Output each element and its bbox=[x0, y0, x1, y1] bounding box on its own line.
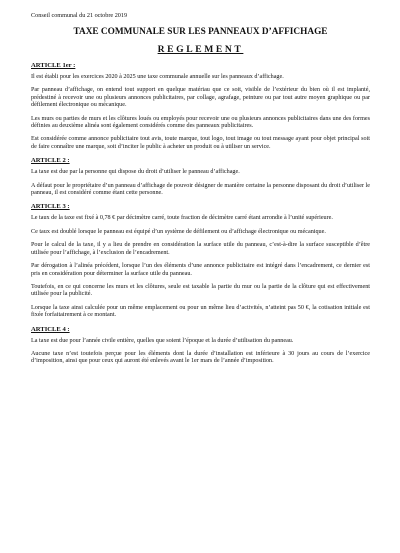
document-title: TAXE COMMUNALE SUR LES PANNEAUX D’AFFICHAGE bbox=[73, 27, 328, 37]
article-4 bbox=[31, 326, 370, 366]
article-paragraph: Pour le calcul de la taxe, il y a lieu de prendre en considération la surface utile du panneau, c’est-à-dire la surface susceptible d’être utilisée pour l’affichage, à l’exclusion de l’encadrement. bbox=[31, 242, 370, 256]
article-paragraph: A défaut pour le propriétaire d’un panneau d’affichage de pouvoir désigner de manière certaine la personne disposant du droit d’utiliser le panneau, il est considéré comme étant cette personne. bbox=[31, 182, 370, 197]
article-heading: ARTICLE 3 : bbox=[31, 203, 70, 211]
article-3 bbox=[31, 203, 370, 319]
article-paragraph: La taxe est due par la personne qui dispose du droit d’utiliser le panneau d’affichage. bbox=[31, 169, 240, 176]
article-2 bbox=[31, 157, 370, 197]
article-paragraph: La taxe est due pour l’année civile entière, quelles que soient l’époque et la durée d’utilisation du panneau. bbox=[31, 337, 294, 344]
article-paragraph: Par dérogation à l’alinéa précédent, lorsque l’un des éléments d’une annonce publicitaire est intégré dans l’encadrement, ce dernier est pris en considération pour déterminer la surface utile du panneau. bbox=[31, 263, 370, 277]
article-paragraph: Le taux de la taxe est fixé à 0,78 € par décimètre carré, toute fraction de décimètre carré étant arrondie à l’unité supérieure. bbox=[31, 215, 333, 222]
article-paragraph: Par panneau d’affichage, on entend tout support en quelque matériau que ce soit, visible de l’extérieur du bien où il est implanté, prédestiné à recevoir une ou plusieurs annonces publicitaires, par collage, agrafage, peinture ou par tout autre moyen graphique ou par défilement électronique ou mécanique. bbox=[31, 87, 370, 109]
article-1 bbox=[31, 62, 370, 151]
article-paragraph: Les murs ou parties de murs et les clôtures loués ou employés pour recevoir une ou plusieurs annonces publicitaires dans une des formes définies au deuxième alinéa sont également considérés comme des panneaux publicitaires. bbox=[31, 115, 370, 130]
article-heading: ARTICLE 2 : bbox=[31, 157, 70, 165]
article-heading: ARTICLE 4 : bbox=[31, 325, 70, 333]
article-paragraph: Il est établi pour les exercices 2020 à 2025 une taxe communale annuelle sur les panneaux d’affichage. bbox=[31, 74, 284, 80]
article-paragraph: Est considérée comme annonce publicitaire tout avis, toute marque, tout logo, tout image ou tout message ayant pour objet principal soit de faire connaître une marque, soit d’inciter le public à acheter un produit ou à utiliser un service. bbox=[31, 136, 370, 150]
article-paragraph: Lorsque la taxe ainsi calculée pour un même emplacement ou pour un même lieu d’activités, n’atteint pas 50 €, la cotisation initiale est fixée forfaitairement à ce montant. bbox=[31, 304, 370, 319]
document-subtitle: REGLEMENT bbox=[157, 44, 244, 55]
article-paragraph: Toutefois, en ce qui concerne les murs et les clôtures, seule est taxable la partie du mur ou la partie de la clôture qui est effectivement utilisée pour la publicité. bbox=[31, 283, 370, 298]
council-date-line: Conseil communal du 21 octobre 2019 bbox=[31, 12, 128, 19]
article-paragraph: Aucune taxe n’est toutefois perçue pour les éléments dont la durée d’installation est inférieure à 30 jours au cours de l’exercice d’imposition, ainsi que pour ceux qui auront été enlevés avant le 1er mars de l’année d’imposition. bbox=[31, 350, 370, 365]
article-paragraph: Ce taux est doublé lorsque le panneau est équipé d’un système de défilement ou d’affichage électronique ou mécanique. bbox=[31, 228, 326, 235]
article-heading: ARTICLE 1er : bbox=[31, 62, 76, 69]
